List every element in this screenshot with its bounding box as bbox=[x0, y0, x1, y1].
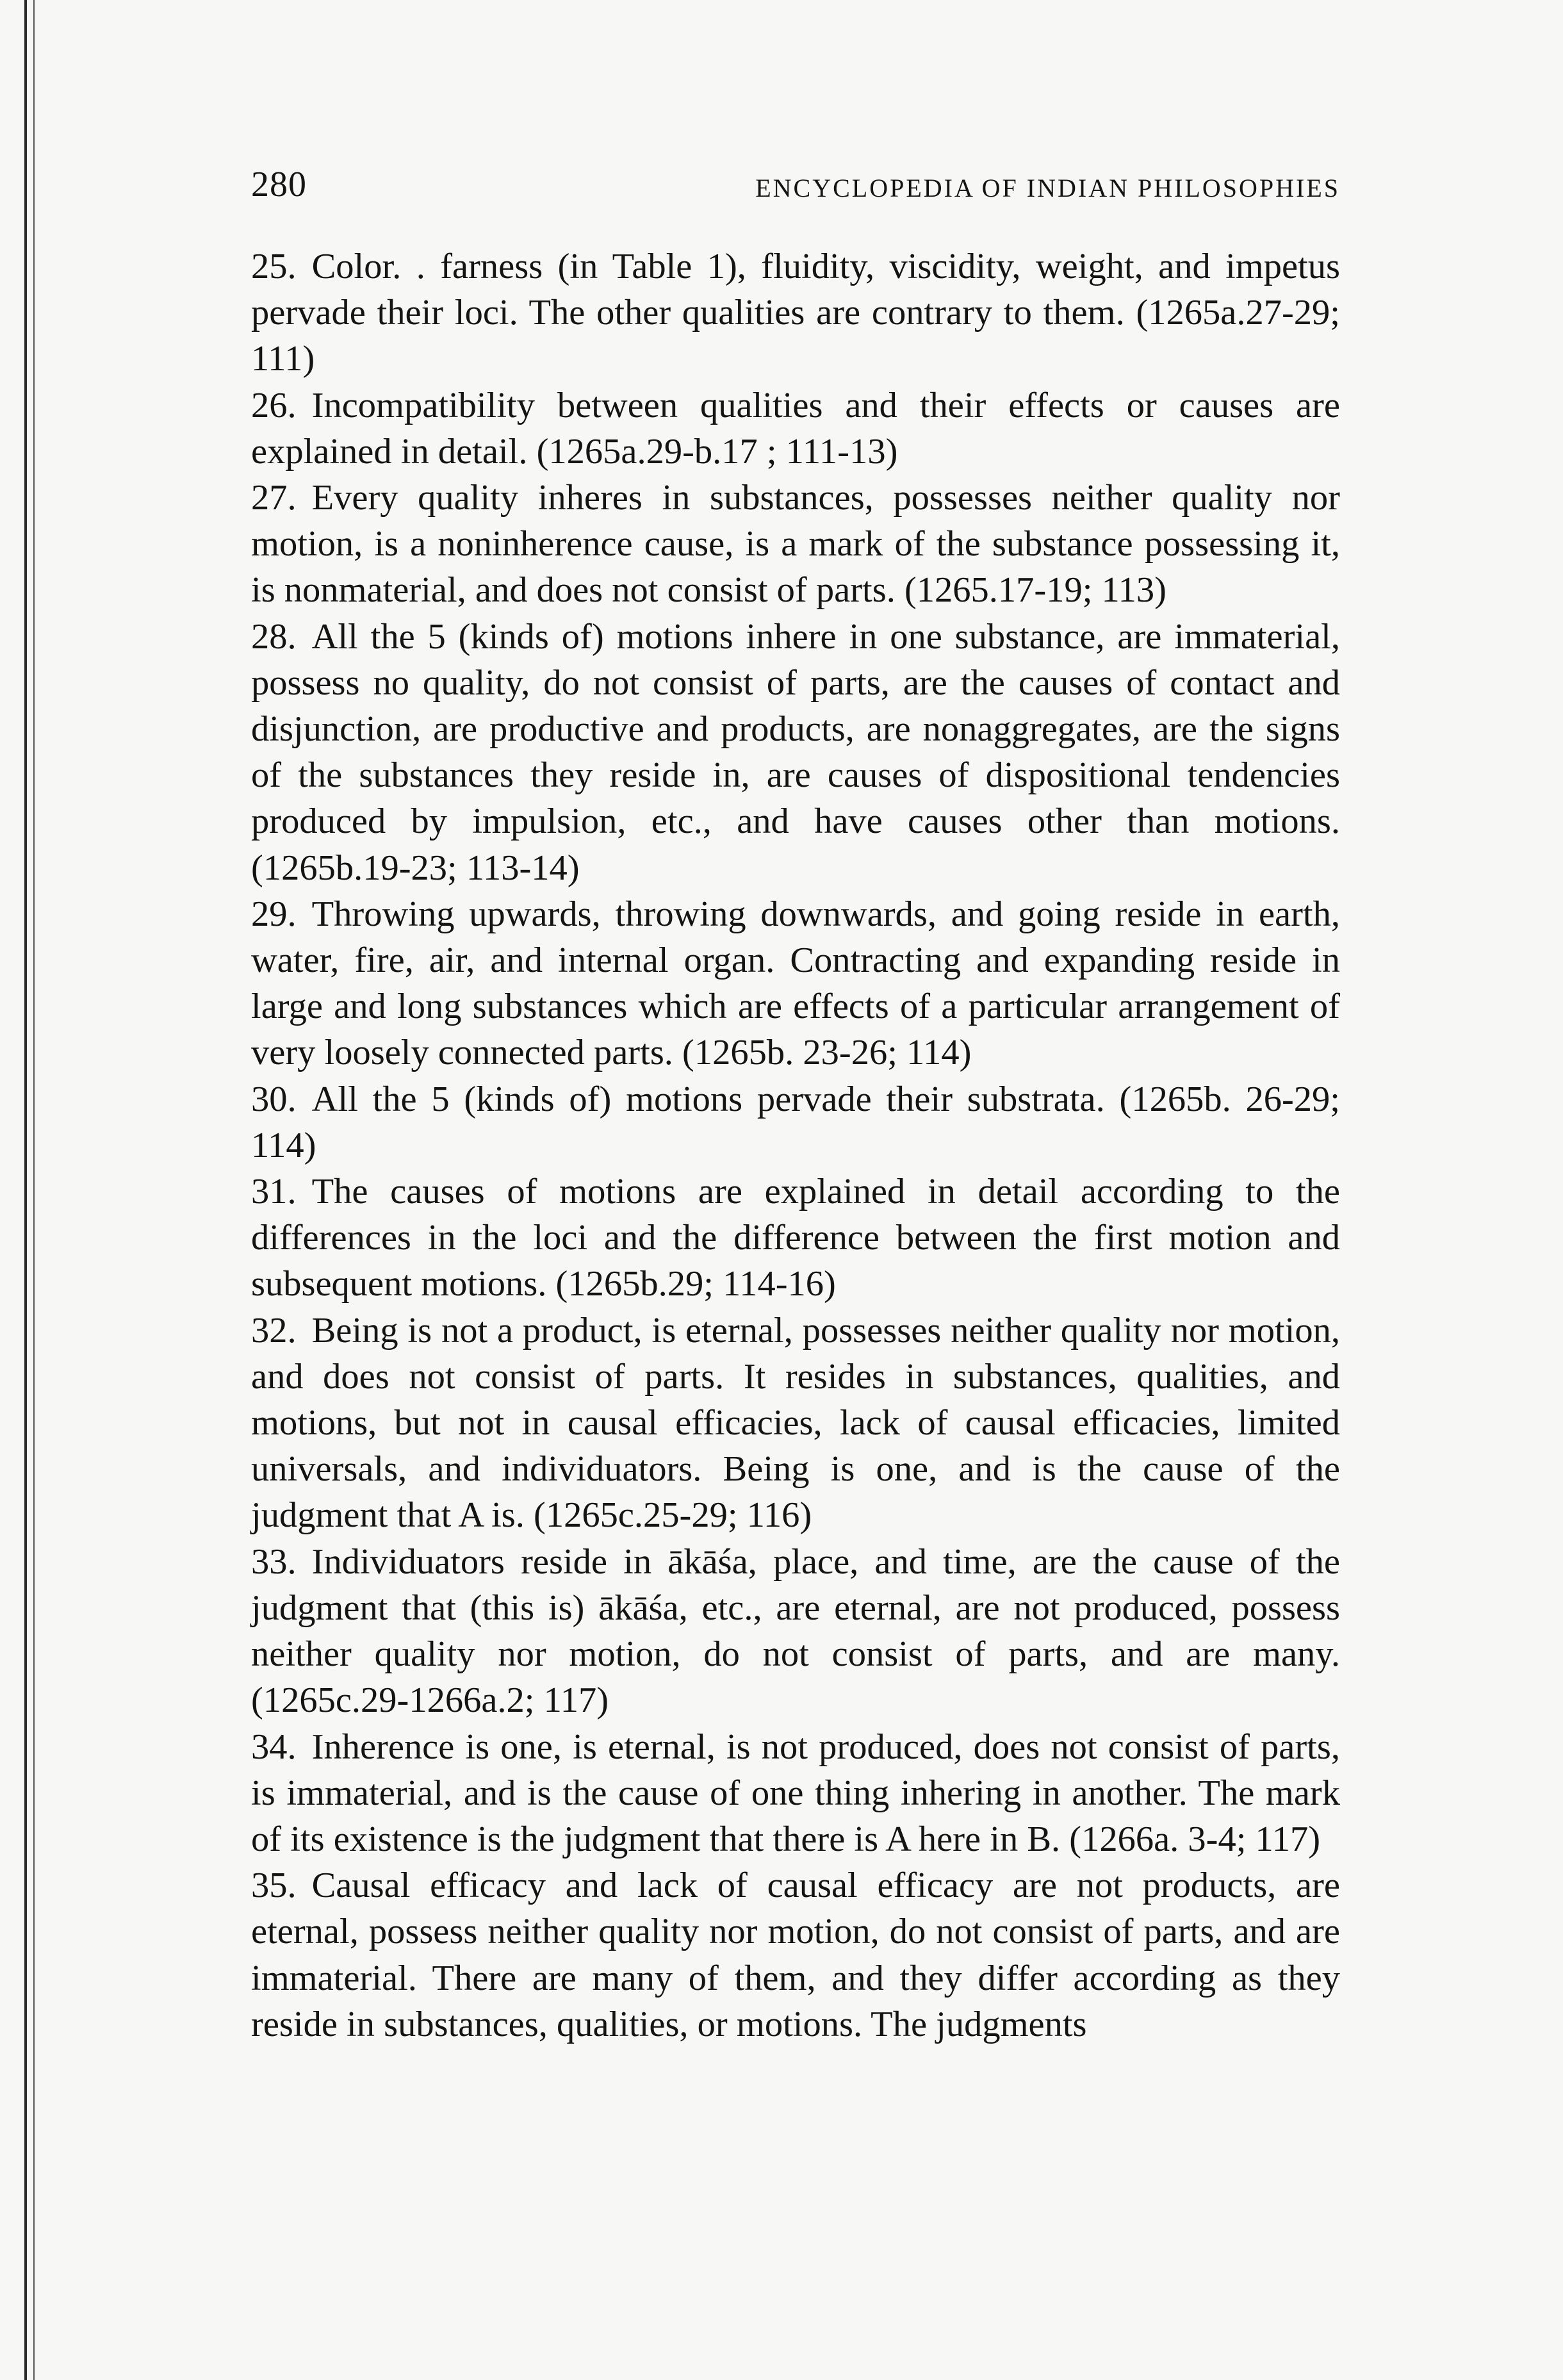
entry-text: Every quality inheres in substances, possesses neither quality nor motion, is a noninherence cause, is a mark of the substance possessing it, is nonmaterial, and does not consist of parts. (1265.17-19; 113) bbox=[251, 478, 1340, 611]
entry-30 bbox=[251, 1076, 1340, 1169]
entry-text: All the 5 (kinds of) motions pervade their substrata. (1265b. 26-29; 114) bbox=[251, 1079, 1340, 1165]
entry-text: Color. . farness (in Table 1), fluidity, viscidity, weight, and impetus pervade their loci. The other qualities are contrary to them. (1265a.27-29; 111) bbox=[251, 247, 1340, 379]
entry-number: 34. bbox=[251, 1727, 297, 1767]
entry-number: 26. bbox=[251, 385, 297, 425]
page-header bbox=[251, 164, 1340, 215]
body-text bbox=[251, 243, 1340, 2048]
entry-text: All the 5 (kinds of) motions inhere in one substance, are immaterial, possess no quality, do not consist of parts, are the causes of contact and disjunction, are productive and products, are nonaggregates, are the signs of the substances they reside in, are causes of dispositional tendencies produced by impulsion, etc., and have causes other than motions. (1265b.19-23; 113-14) bbox=[251, 616, 1340, 888]
entry-text: Incompatibility between qualities and their effects or causes are explained in detail. (1265a.29-b.17 ; 111-13) bbox=[251, 385, 1340, 472]
entry-number: 32. bbox=[251, 1310, 297, 1350]
entry-35 bbox=[251, 1862, 1340, 2048]
entry-number: 28. bbox=[251, 616, 297, 657]
entry-number: 35. bbox=[251, 1866, 297, 1906]
entry-25 bbox=[251, 243, 1340, 382]
running-title: ENCYCLOPEDIA OF INDIAN PHILOSOPHIES bbox=[755, 174, 1340, 202]
entry-29 bbox=[251, 891, 1340, 1076]
entry-28 bbox=[251, 614, 1340, 891]
entry-31 bbox=[251, 1169, 1340, 1308]
entry-number: 29. bbox=[251, 894, 297, 934]
page-binding-edge-inner bbox=[33, 0, 35, 2380]
entry-text: Throwing upwards, throwing downwards, and going reside in earth, water, fire, air, and internal organ. Contracting and expanding reside in large and long substances which are effects of a particular arrangement of very loosely connected parts. (1265b. 23-26; 114) bbox=[251, 894, 1340, 1073]
entry-number: 25. bbox=[251, 247, 297, 286]
entry-32 bbox=[251, 1308, 1340, 1539]
entry-26 bbox=[251, 382, 1340, 475]
entry-27 bbox=[251, 475, 1340, 614]
entry-text: Inherence is one, is eternal, is not produced, does not consist of parts, is immaterial, and is the cause of one thing inhering in another. The mark of its existence is the judgment that there is A here in B. (1266a. 3-4; 117) bbox=[251, 1727, 1340, 1859]
entry-number: 27. bbox=[251, 478, 297, 518]
entry-number: 30. bbox=[251, 1079, 297, 1119]
entry-number: 31. bbox=[251, 1172, 297, 1212]
entry-text: Being is not a product, is eternal, possesses neither quality nor motion, and does not consist of parts. It resides in substances, qualities, and motions, but not in causal efficacies, lack of causal efficacies, limited universals, and individuators. Being is one, and is the cause of the judgment that A is. (1265c.25-29; 116) bbox=[251, 1310, 1340, 1536]
entry-number: 33. bbox=[251, 1541, 297, 1582]
entry-text: Causal efficacy and lack of causal efficacy are not products, are eternal, possess neither quality nor motion, do not consist of parts, and are immaterial. There are many of them, and they differ according as they reside in substances, qualities, or motions. The judgments bbox=[251, 1866, 1340, 2044]
entry-text: Individuators reside in ākāśa, place, and time, are the cause of the judgment that (this is) ākāśa, etc., are eternal, are not produced, possess neither quality nor motion, do not consist of parts, and are many. (1265c.29-1266a.2; 117) bbox=[251, 1541, 1340, 1721]
entry-34 bbox=[251, 1724, 1340, 1863]
page-binding-edge bbox=[24, 0, 27, 2380]
entry-text: The causes of motions are explained in detail according to the differences in the loci and the difference between the first motion and subsequent motions. (1265b.29; 114-16) bbox=[251, 1172, 1340, 1304]
page-number: 280 bbox=[251, 165, 307, 204]
entry-33 bbox=[251, 1539, 1340, 1724]
